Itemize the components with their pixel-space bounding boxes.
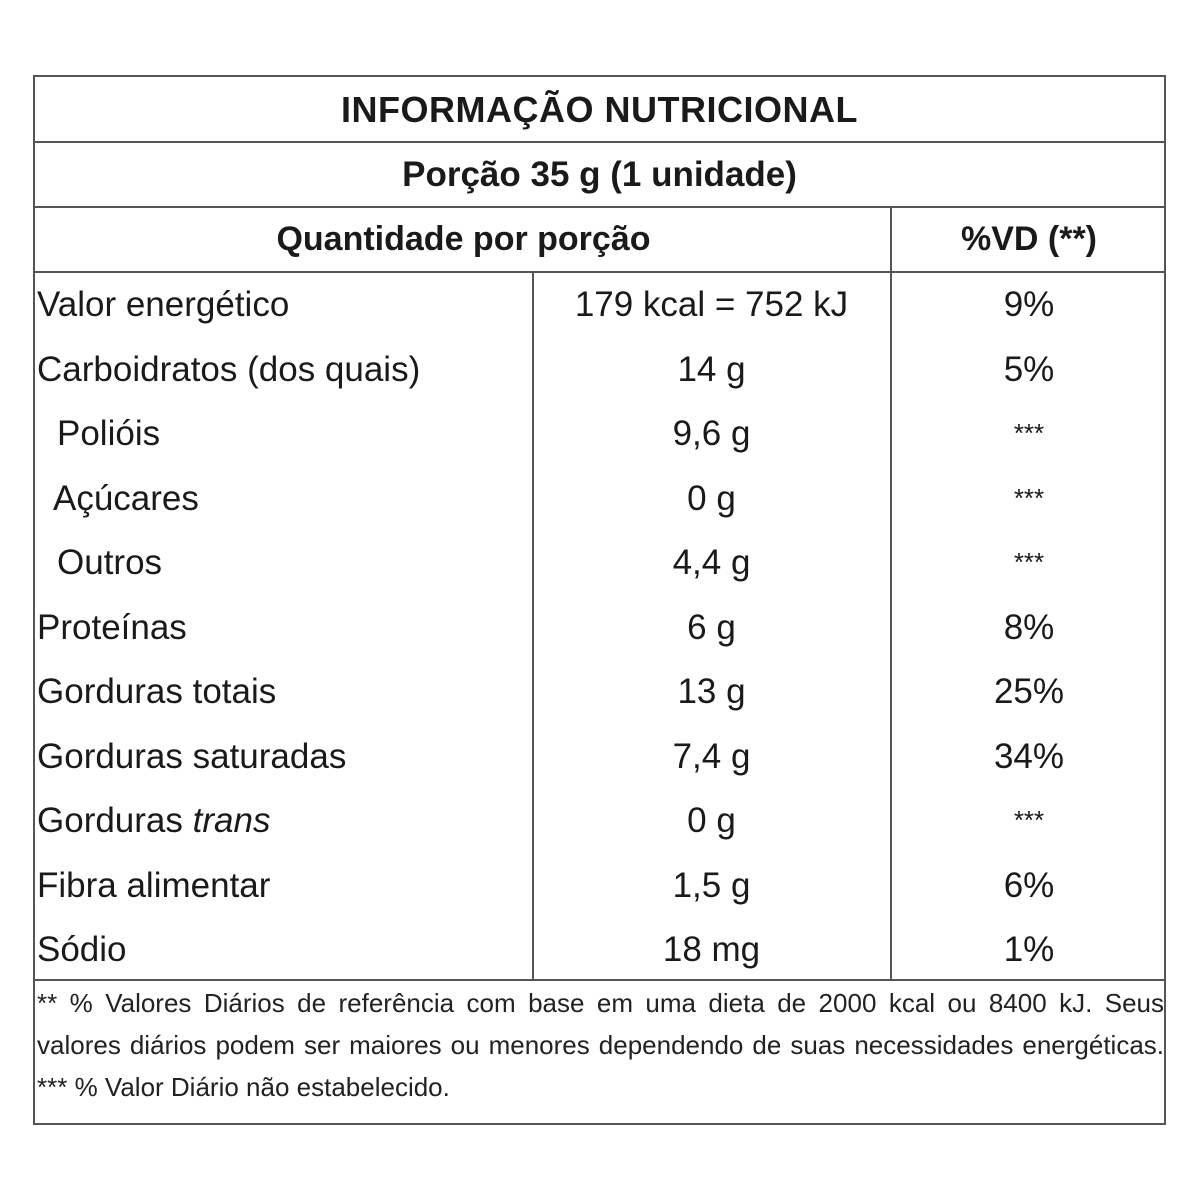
nutrient-name: Valor energético: [37, 285, 290, 325]
nutrient-amount: 9,6 g: [672, 414, 751, 454]
nutrient-vd: ***: [1013, 805, 1045, 835]
nutrient-vd: 34%: [993, 736, 1065, 776]
nutrient-vd: 9%: [1003, 285, 1055, 325]
nutrient-vd: 6%: [1003, 865, 1055, 905]
table-row: [35, 338, 1164, 403]
nutrient-name: Fibra alimentar: [37, 865, 271, 905]
nutrient-vd: ***: [1013, 482, 1045, 513]
nutrient-name: Carboidratos (dos quais): [37, 349, 421, 389]
footnote: ** % Valores Diários de referência com base em uma dieta de 2000 kcal ou 8400 kJ. Seus valores diários podem ser maiores ou menores dependendo de suas necessidades energéticas. *** % Valor Diário não estabelecido.: [37, 988, 1164, 1102]
table-title: INFORMAÇÃO NUTRICIONAL: [341, 88, 858, 130]
table-row: [35, 402, 1164, 467]
nutrient-amount: 179 kcal = 752 kJ: [574, 285, 849, 325]
nutrient-rows: [35, 273, 1164, 983]
nutrition-facts-table: [33, 75, 1166, 1125]
table-row: [35, 273, 1164, 338]
table-row: [35, 660, 1164, 725]
nutrient-amount: 0 g: [687, 801, 736, 841]
nutrient-amount: 4,4 g: [672, 543, 751, 583]
table-row: [35, 918, 1164, 983]
table-row: [35, 467, 1164, 532]
nutrient-amount: 7,4 g: [672, 736, 751, 776]
table-row: [35, 789, 1164, 854]
nutrient-amount: 1,5 g: [672, 865, 751, 905]
table-row: [35, 725, 1164, 790]
nutrient-name-main: Gorduras: [37, 801, 183, 841]
nutrient-name: Proteínas: [37, 607, 187, 647]
divider: [35, 979, 1164, 981]
nutrient-amount: 18 mg: [662, 930, 761, 970]
nutrient-vd: 5%: [1003, 349, 1055, 389]
nutrient-vd: 1%: [1003, 930, 1055, 970]
nutrient-name-italic: trans: [192, 801, 271, 841]
nutrient-vd: 25%: [993, 672, 1065, 712]
nutrient-name: Polióis: [57, 414, 161, 454]
nutrient-amount: 0 g: [687, 478, 736, 518]
nutrient-amount: 13 g: [677, 672, 746, 712]
nutrient-name: [37, 789, 270, 854]
nutrient-amount: 6 g: [687, 607, 736, 647]
table-row: [35, 531, 1164, 596]
nutrient-name: Gorduras saturadas: [37, 736, 347, 776]
column-header-quantity: Quantidade por porção: [276, 219, 651, 258]
table-row: [35, 854, 1164, 919]
portion-size: Porção 35 g (1 unidade): [402, 154, 797, 194]
nutrient-name: Outros: [57, 543, 163, 583]
nutrient-vd: ***: [1013, 418, 1045, 448]
nutrient-name: Açúcares: [53, 478, 199, 518]
nutrient-vd: 8%: [1003, 607, 1055, 647]
nutrient-name: Sódio: [37, 930, 127, 970]
nutrient-vd: ***: [1013, 547, 1045, 577]
nutrient-name: Gorduras totais: [37, 672, 277, 712]
table-row: [35, 596, 1164, 661]
nutrient-amount: 14 g: [677, 349, 746, 389]
column-header-vd: %VD (**): [960, 219, 1098, 258]
